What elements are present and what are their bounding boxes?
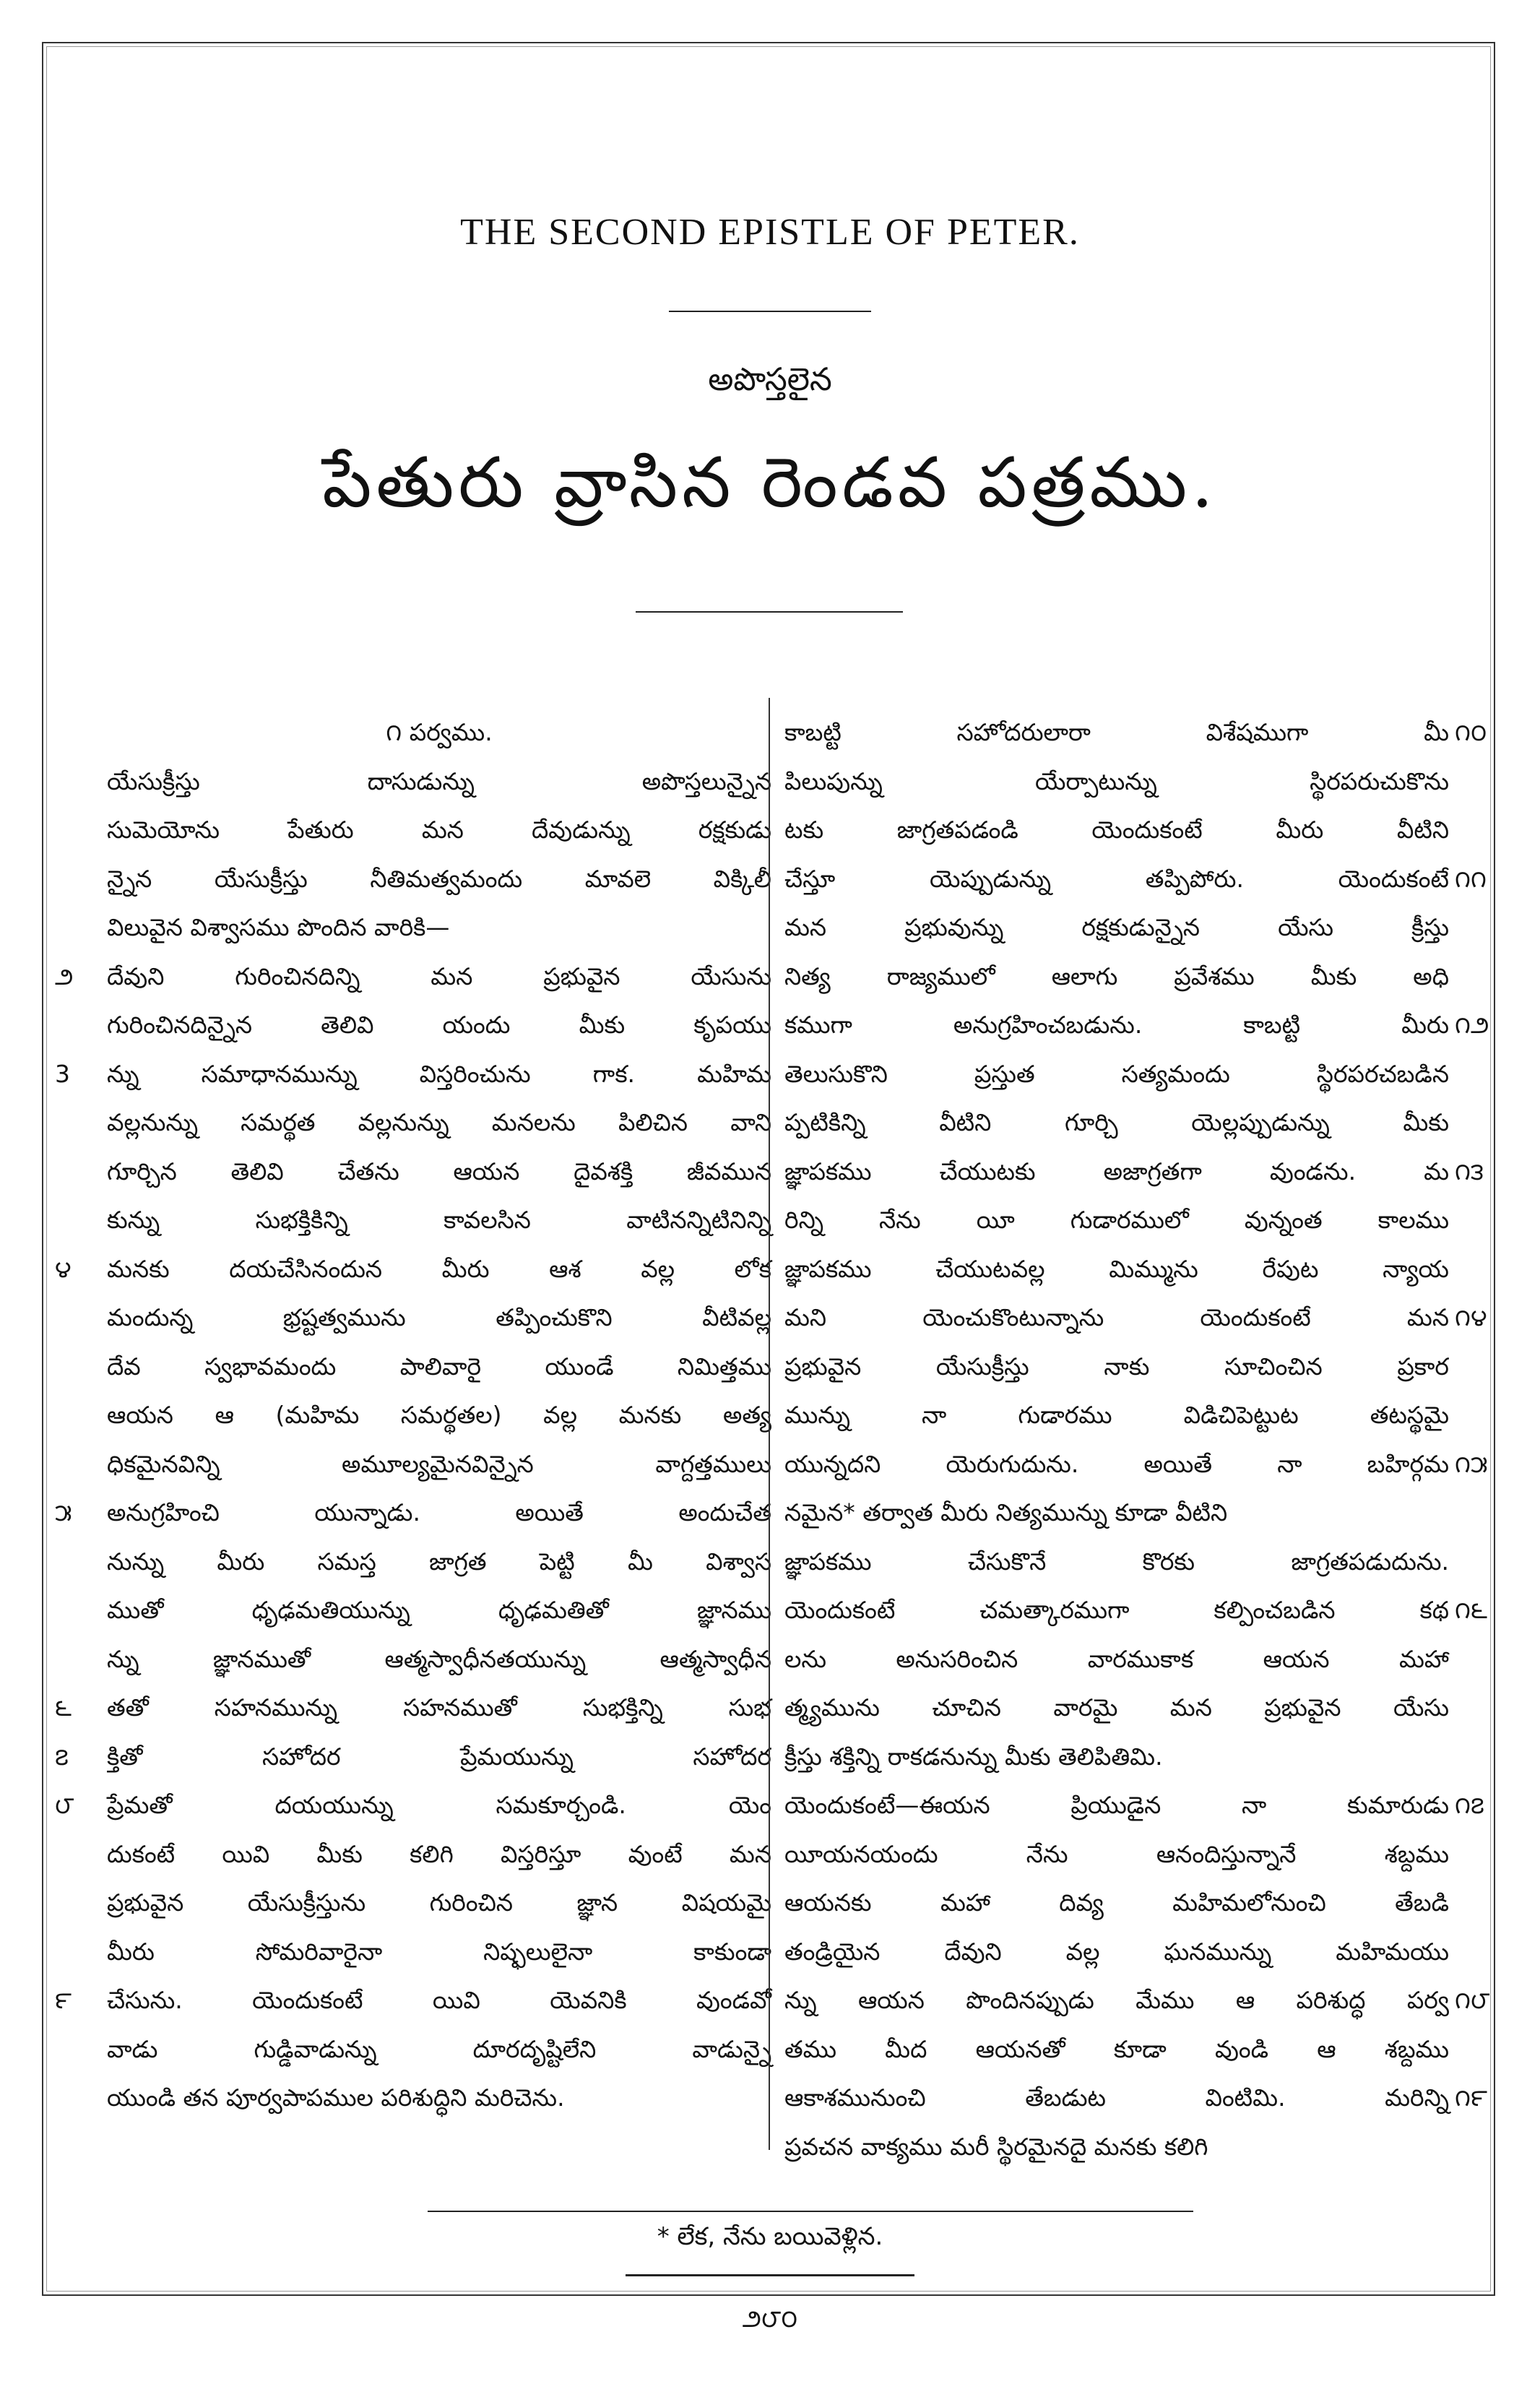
- line-text: మని యెంచుకొంటున్నాను యెందుకంటే మన: [784, 1303, 1449, 1331]
- verse-number: 3: [55, 1059, 70, 1088]
- text-line: [55, 1683, 771, 1732]
- text-line: [784, 1391, 1449, 1440]
- line-text: మన ప్రభువున్ను రక్షకుడున్నైన యేసు క్రీస్తు: [784, 913, 1449, 941]
- text-line: [107, 1342, 771, 1391]
- text-line: [55, 1976, 771, 2025]
- verse-number: ౧౦: [1455, 718, 1487, 746]
- footnote: * లేక, నేను బయివెళ్లిన.: [657, 2222, 883, 2251]
- line-text: మందున్న భ్రష్టత్వమును తప్పించుకొని వీటివల్ల: [107, 1303, 771, 1331]
- line-text: తండ్రియైన దేవుని వల్ల ఘనమున్ను మహిమయు: [784, 1937, 1449, 1966]
- title-divider-top: [669, 311, 871, 312]
- text-line: [107, 1635, 771, 1684]
- line-text: యుండి తన పూర్వపాపముల పరిశుద్ధిని మరిచెను.: [107, 2083, 565, 2112]
- verse-number: ౬: [55, 1693, 72, 1722]
- subtitle: అపొస్తలైన: [708, 361, 832, 398]
- line-text: నిత్య రాజ్యములో ఆలాగు ప్రవేశము మీకు అధి: [784, 962, 1449, 990]
- text-line: [784, 1878, 1449, 1927]
- line-text: గూర్చిన తెలివి చేతను ఆయన దైవశక్తి జీవమున: [107, 1157, 771, 1185]
- text-line: [784, 1927, 1449, 1977]
- text-line: [784, 1537, 1449, 1586]
- line-text: దేవుని గురించినదిన్ని మన ప్రభువైన యేసును: [107, 962, 771, 990]
- line-text: వాడు గుడ్డివాడున్ను దూరదృష్టిలేని వాడున్నై: [107, 2034, 771, 2063]
- column-divider: [769, 698, 770, 2150]
- line-text: జ్ఞాపకము చేయుటకు అజాగ్రతగా వుండను. మ: [784, 1157, 1449, 1185]
- line-text: యున్నదని యెరుగుదును. అయితే నా బహిర్గమ: [784, 1449, 1449, 1478]
- text-line: [55, 1245, 771, 1294]
- text-line: [784, 2122, 1449, 2172]
- verse-number: ౧౭: [1455, 1791, 1484, 1819]
- text-line: [107, 757, 771, 806]
- text-line: [784, 757, 1449, 806]
- line-text: క్తితో సహోదర ప్రేమయున్ను సహోదర: [107, 1742, 771, 1771]
- line-text: పిలుపున్ను యేర్పాటున్ను స్థిరపరుచుకొను: [784, 766, 1449, 795]
- text-line: [784, 1732, 1449, 1781]
- verse-number: ౯: [55, 1986, 72, 2014]
- line-text: క్రీస్తు శక్తిన్ని రాకడనున్ను మీకు తెలిపితిమి.: [784, 1742, 1163, 1771]
- line-text: మున్ను నా గుడారము విడిచిపెట్టుట తటస్థమై: [784, 1401, 1449, 1429]
- text-line: [107, 708, 771, 757]
- right-text-column: [784, 708, 1490, 2171]
- text-line: [107, 1830, 771, 1879]
- line-text: నున్ను మీరు సమస్త జాగ్రత పెట్టి మీ విశ్వాస: [107, 1547, 771, 1576]
- text-line: [784, 855, 1487, 904]
- line-text: ౧ పర్వము.: [386, 718, 493, 746]
- line-text: జ్ఞాపకము చేయుటవల్ల మిమ్మును రేపుట న్యాయ: [784, 1254, 1449, 1283]
- main-title: పేతురు వ్రాసిన రెండవ పత్రము.: [322, 442, 1218, 523]
- text-line: [784, 1635, 1449, 1684]
- text-line: [784, 1440, 1488, 1489]
- line-text: వల్లనున్ను సమర్థత వల్లనున్ను మనలను పిలిచిన వాని: [107, 1108, 771, 1136]
- text-line: [107, 2073, 771, 2122]
- text-line: [55, 1732, 771, 1781]
- text-line: [784, 806, 1449, 855]
- line-text: ప్రభువైన యేసుక్రీస్తు నాకు సూచించిన ప్రకార: [784, 1352, 1449, 1381]
- text-line: [784, 2025, 1449, 2074]
- line-text: దుకంటే యివి మీకు కలిగి విస్తరిస్తూ వుంటే మన: [107, 1839, 771, 1868]
- line-text: టకు జాగ్రతపడండి యెందుకంటే మీరు వీటిని: [784, 816, 1449, 844]
- line-text: ముతో ధృఢమతియున్ను ధృఢమతితో జ్ఞానము: [107, 1596, 771, 1624]
- text-line: [107, 1001, 771, 1050]
- text-line: [107, 1537, 771, 1586]
- text-line: [107, 2025, 771, 2074]
- text-line: [784, 1342, 1449, 1391]
- verse-number: ౫: [55, 1498, 72, 1526]
- text-line: [107, 1878, 771, 1927]
- text-line: [107, 1196, 771, 1245]
- verse-number: ౧౫: [1455, 1449, 1488, 1478]
- text-line: [107, 1098, 771, 1147]
- verse-number: ౧౩: [1455, 1157, 1484, 1185]
- text-line: [784, 1488, 1449, 1537]
- line-text: తము మీద ఆయనతో కూడా వుండి ఆ శబ్దము: [784, 2034, 1449, 2063]
- bottom-rule: [626, 2274, 914, 2276]
- line-text: యెందుకంటే చమత్కారముగా కల్పించబడిన కథ: [784, 1596, 1449, 1624]
- text-line: [784, 1050, 1449, 1099]
- line-text: విలువైన విశ్వాసము పొందిన వారికి—: [107, 913, 450, 941]
- line-text: నమైన* తర్వాత మీరు నిత్యమున్ను కూడా వీటిని: [784, 1498, 1228, 1526]
- text-line: [784, 1781, 1484, 1830]
- line-text: యీయనయందు నేను ఆనందిస్తున్నానే శబ్దము: [784, 1839, 1449, 1868]
- line-text: దేవ స్వభావమందు పాలివారై యుండే నిమిత్తము: [107, 1352, 771, 1381]
- text-line: [784, 1586, 1487, 1635]
- line-text: ప్రవచన వాక్యము మరీ స్థిరమైనదై మనకు కలిగి: [784, 2132, 1208, 2161]
- verse-number: ౧౯: [1455, 2083, 1487, 2112]
- text-line: [784, 1976, 1490, 2025]
- page-number: ౨౮౦: [742, 2305, 798, 2333]
- text-line: [55, 1781, 771, 1830]
- line-text: ఆకాశమునుంచి తేబడుట వింటిమి. మరిన్ని: [784, 2083, 1449, 2112]
- line-text: త్మ్యమును చూచిన వారమై మన ప్రభువైన యేసు: [784, 1693, 1449, 1722]
- line-text: తతో సహనమున్ను సహనముతో సుభక్తిన్ని సుభ: [107, 1693, 771, 1722]
- text-line: [784, 1196, 1449, 1245]
- line-text: కాబట్టి సహోదరులారా విశేషముగా మీ: [784, 718, 1449, 746]
- line-text: ఆయనకు మహా దివ్య మహిమలోనుంచి తేబడి: [784, 1888, 1449, 1917]
- line-text: మనకు దయచేసినందున మీరు ఆశ వల్ల లోక: [107, 1254, 771, 1283]
- line-text: అనుగ్రహించి యున్నాడు. అయితే అందుచేత: [107, 1498, 771, 1526]
- text-line: [784, 1830, 1449, 1879]
- text-line: [784, 1245, 1449, 1294]
- text-line: [784, 1293, 1487, 1342]
- line-text: న్ను సమాధానమున్ను విస్తరించును గాక. మహిమ: [107, 1059, 771, 1088]
- line-text: న్నైన యేసుక్రీస్తు నీతిమత్వమందు మావలె విక్కిలీ: [107, 864, 771, 893]
- text-line: [784, 952, 1449, 1001]
- line-text: ప్రభువైన యేసుక్రీస్తును గురించిన జ్ఞాన విషయమై: [107, 1888, 771, 1917]
- line-text: సుమెయోను పేతురు మన దేవుడున్ను రక్షకుడు: [107, 816, 771, 844]
- line-text: ఆయన ఆ (మహిమ సమర్థతల) వల్ల మనకు అత్య: [107, 1401, 771, 1429]
- verse-number: ౧౮: [1455, 1986, 1490, 2014]
- line-text: రిన్ని నేను యీ గుడారములో వున్నంత కాలము: [784, 1206, 1449, 1234]
- text-line: [107, 1391, 771, 1440]
- text-line: [784, 1147, 1484, 1196]
- left-text-column: [55, 708, 771, 2122]
- footnote-rule: [428, 2211, 1193, 2212]
- text-line: [784, 708, 1487, 757]
- text-line: [107, 1927, 771, 1977]
- line-text: యెందుకంటే—ఈయన ప్రియుడైన నా కుమారుడు: [784, 1791, 1449, 1819]
- title-divider-bottom: [636, 611, 903, 613]
- line-text: న్ను జ్ఞానముతో ఆత్మస్వాధీనతయున్ను ఆత్మస్వాధీన: [107, 1644, 771, 1673]
- text-line: [107, 855, 771, 904]
- verse-number: ౧౪: [1455, 1303, 1487, 1331]
- text-line: [55, 952, 771, 1001]
- line-text: గురించినదిన్నైన తెలివి యందు మీకు కృపయు: [107, 1011, 771, 1039]
- line-text: చేసును. యెందుకంటే యివి యెవనికి వుండవో: [107, 1986, 771, 2014]
- verse-number: ౪: [55, 1254, 72, 1283]
- verse-number: ౨: [55, 962, 74, 990]
- line-text: యేసుక్రీస్తు దాసుడున్ను అపొస్తలున్నైన: [107, 766, 771, 795]
- text-line: [55, 1050, 771, 1099]
- text-line: [107, 1147, 771, 1196]
- line-text: కున్ను సుభక్తికిన్ని కావలసిన వాటినన్నిటినిన్ని: [107, 1206, 771, 1234]
- text-line: [784, 1001, 1489, 1050]
- text-line: [107, 1586, 771, 1635]
- text-line: [107, 1440, 771, 1489]
- verse-number: ౭: [55, 1742, 69, 1771]
- text-line: [107, 1293, 771, 1342]
- line-text: మీరు సోమరివారైనా నిష్ఫలులైనా కాకుండా: [107, 1937, 771, 1966]
- line-text: కముగా అనుగ్రహించబడును. కాబట్టి మీరు: [784, 1011, 1449, 1039]
- line-text: ధికమైనవిన్ని అమూల్యమైనవిన్నైన వాగ్దత్తములు: [107, 1449, 771, 1478]
- text-line: [784, 1683, 1449, 1732]
- text-line: [784, 903, 1449, 952]
- verse-number: ౧౬: [1455, 1596, 1487, 1624]
- text-line: [784, 2073, 1487, 2122]
- line-text: లను అనుసరించిన వారముకాక ఆయన మహా: [784, 1644, 1449, 1673]
- line-text: ప్పటికిన్ని వీటిని గూర్చి యెల్లప్పుడున్ను మీకు: [784, 1108, 1449, 1136]
- line-text: న్ను ఆయన పొందినప్పుడు మేము ఆ పరిశుద్ధ పర్వ: [784, 1986, 1449, 2014]
- text-line: [107, 806, 771, 855]
- english-title: THE SECOND EPISTLE OF PETER.: [460, 212, 1080, 253]
- line-text: ప్రేమతో దయయున్ను సమకూర్చండి. యెం: [107, 1791, 771, 1819]
- text-line: [55, 1488, 771, 1537]
- verse-number: ౧౧: [1455, 864, 1487, 893]
- verse-number: ౧౨: [1455, 1011, 1489, 1039]
- verse-number: ౮: [55, 1791, 74, 1819]
- text-line: [784, 1098, 1449, 1147]
- line-text: జ్ఞాపకము చేసుకొనే కొరకు జాగ్రతపడుదును.: [784, 1547, 1449, 1576]
- line-text: చేస్తూ యెప్పుడున్ను తప్పిపోరు. యెందుకంటే: [784, 864, 1449, 893]
- text-line: [107, 903, 771, 952]
- line-text: తెలుసుకొని ప్రస్తుత సత్యమందు స్థిరపరచబడిన: [784, 1059, 1449, 1088]
